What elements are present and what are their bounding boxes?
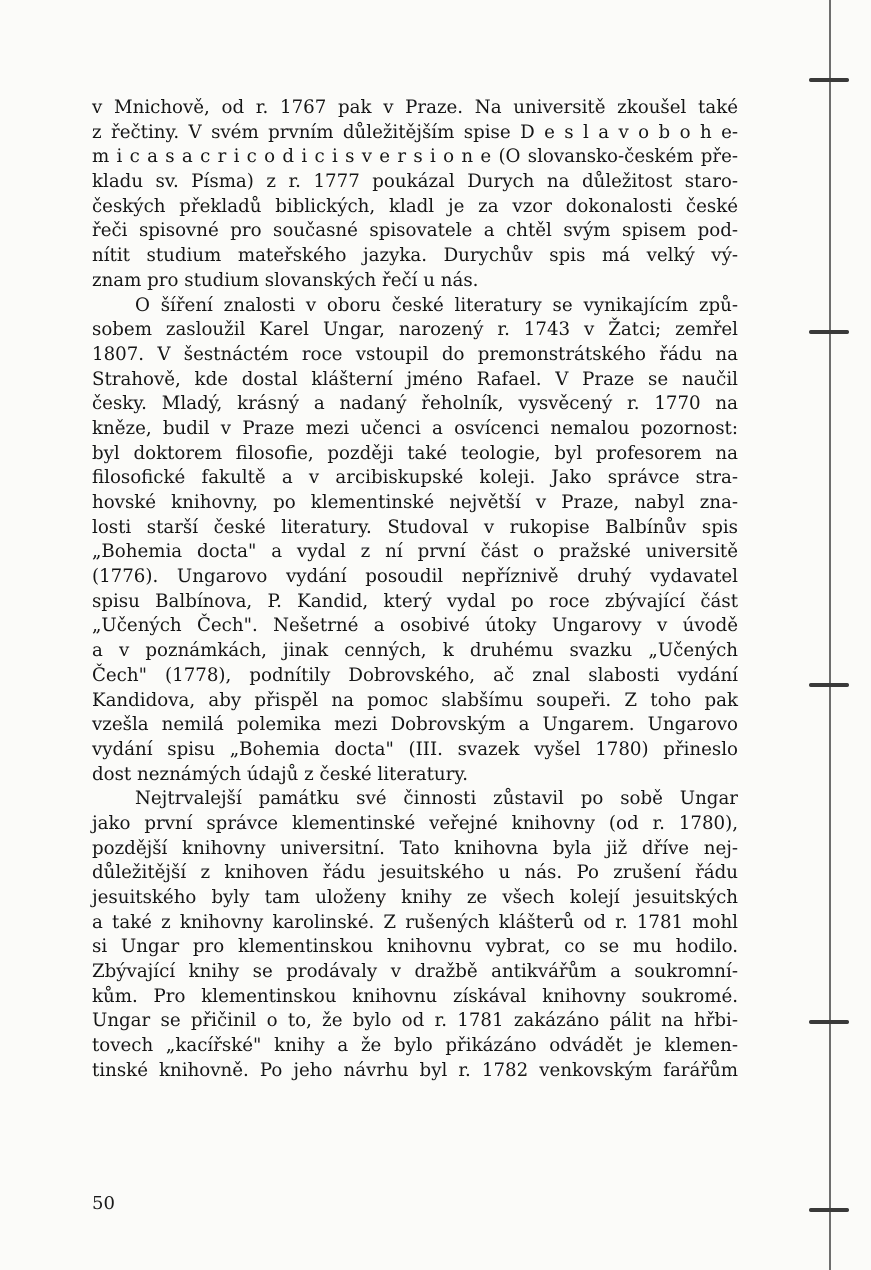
text-line: jesuitského byly tam uloženy knihy ze všech kolejí jesuitských: [92, 887, 738, 908]
text-line: nítit studium mateřského jazyka. Durychův spis má velký vý-: [92, 245, 738, 267]
text-line: českých překladů biblických, kladl je za vzor dokonalosti české: [92, 195, 738, 217]
paragraph-start-line: Nejtrvalejší památku své činnosti zůstavil po sobě Ungar: [135, 788, 738, 810]
binding-stitch: [809, 1020, 849, 1024]
text-line: Čech" (1778), podnítily Dobrovského, ač znal slabosti vydání: [92, 664, 738, 686]
text-line: a také z knihovny karolinské. Z rušených klášterů od r. 1781 mohl: [92, 911, 738, 933]
binding-stitch: [809, 78, 849, 82]
text-line: kům. Pro klementinskou knihovnu získával knihovny soukromé.: [92, 985, 738, 1007]
text-line: jako první správce klementinské veřejné knihovny (od r. 1780),: [92, 812, 738, 834]
text-line: znam pro studium slovanských řečí u nás.: [92, 269, 479, 291]
text-line: důležitější z knihoven řádu jesuitského u nás. Po zrušení řádu: [92, 862, 738, 884]
text-line: filosofické fakultě a v arcibiskupské koleji. Jako správce stra-: [92, 467, 738, 489]
text-line: kladu sv. Písma) z r. 1777 poukázal Durych na důležitost staro-: [92, 171, 738, 193]
text-line: a v poznámkách, jinak cenných, k druhému svazku „Učených: [92, 640, 738, 662]
text-line: tovech „kacířské" knihy a že bylo přikázáno odvádět je klemen-: [92, 1035, 738, 1057]
text-line: Strahově, kde dostal klášterní jméno Rafael. V Praze se naučil: [92, 368, 738, 390]
text-line: kněze, budil v Praze mezi učenci a osvícenci nemalou pozornost:: [92, 417, 738, 439]
text-line: „Bohemia docta" a vydal z ní první část o pražské universitě: [92, 541, 738, 563]
text-line: česky. Mladý, krásný a nadaný řeholník, vysvěcený r. 1770 na: [92, 393, 738, 415]
text-line: Ungar se přičinil o to, že bylo od r. 1781 zakázáno pálit na hřbi-: [92, 1010, 738, 1032]
text-line: dost neznámých údajů z české literatury.: [92, 763, 468, 785]
page-number: 50: [92, 1193, 115, 1214]
text-line: spisu Balbínova, P. Kandid, který vydal po roce zbývající část: [92, 590, 738, 612]
body-text: [92, 96, 738, 1084]
binding-stitch: [809, 330, 849, 334]
binding-stitch: [809, 1208, 849, 1212]
binding-stitch: [809, 683, 849, 687]
text-line: Kandidova, aby přispěl na pomoc slabšímu soupeři. Z toho pak: [92, 689, 738, 711]
text-line: si Ungar pro klementinskou knihovnu vybrat, co se mu hodilo.: [92, 936, 738, 958]
text-line: „Učených Čech". Nešetrné a osobivé útoky Ungarovy v úvodě: [92, 615, 738, 637]
text-line: sobem zasloužil Karel Ungar, narozený r. 1743 v Žatci; zemřel: [92, 319, 738, 341]
paragraph-start-line: O šíření znalosti v oboru české literatury se vynikajícím způ-: [135, 294, 738, 316]
text-line: 1807. V šestnáctém roce vstoupil do premonstrátského řádu na: [92, 343, 738, 365]
text-line: losti starší české literatury. Studoval v rukopise Balbínův spis: [92, 516, 738, 538]
text-line: Zbývající knihy se prodávaly v dražbě antikvářům a soukromní-: [92, 961, 738, 983]
text-line: m i c a s a c r i c o d i c i s v e r s i o n e (O slovansko-českém pře-: [92, 146, 738, 168]
text-line: tinské knihovně. Po jeho návrhu byl r. 1782 venkovským farářům: [92, 1059, 738, 1081]
text-line: (1776). Ungarovo vydání posoudil nepříznivě druhý vydavatel: [92, 566, 738, 588]
text-line: z řečtiny. V svém prvním důležitějším spise D e s l a v o b o h e-: [92, 121, 738, 143]
text-line: v Mnichově, od r. 1767 pak v Praze. Na universitě zkoušel také: [92, 97, 738, 118]
text-line: vzešla nemilá polemika mezi Dobrovským a Ungarem. Ungarovo: [92, 714, 738, 736]
book-binding-edge: [829, 0, 831, 1270]
text-line: byl doktorem filosofie, později také teologie, byl profesorem na: [92, 442, 738, 464]
text-line: vydání spisu „Bohemia docta" (III. svazek vyšel 1780) přineslo: [92, 738, 738, 760]
text-line: řeči spisovné pro současné spisovatele a chtěl svým spisem pod-: [92, 220, 738, 242]
text-line: pozdější knihovny universitní. Tato knihovna byla již dříve nej-: [92, 837, 738, 859]
text-line: hovské knihovny, po klementinské největší v Praze, nabyl zna-: [92, 492, 738, 513]
